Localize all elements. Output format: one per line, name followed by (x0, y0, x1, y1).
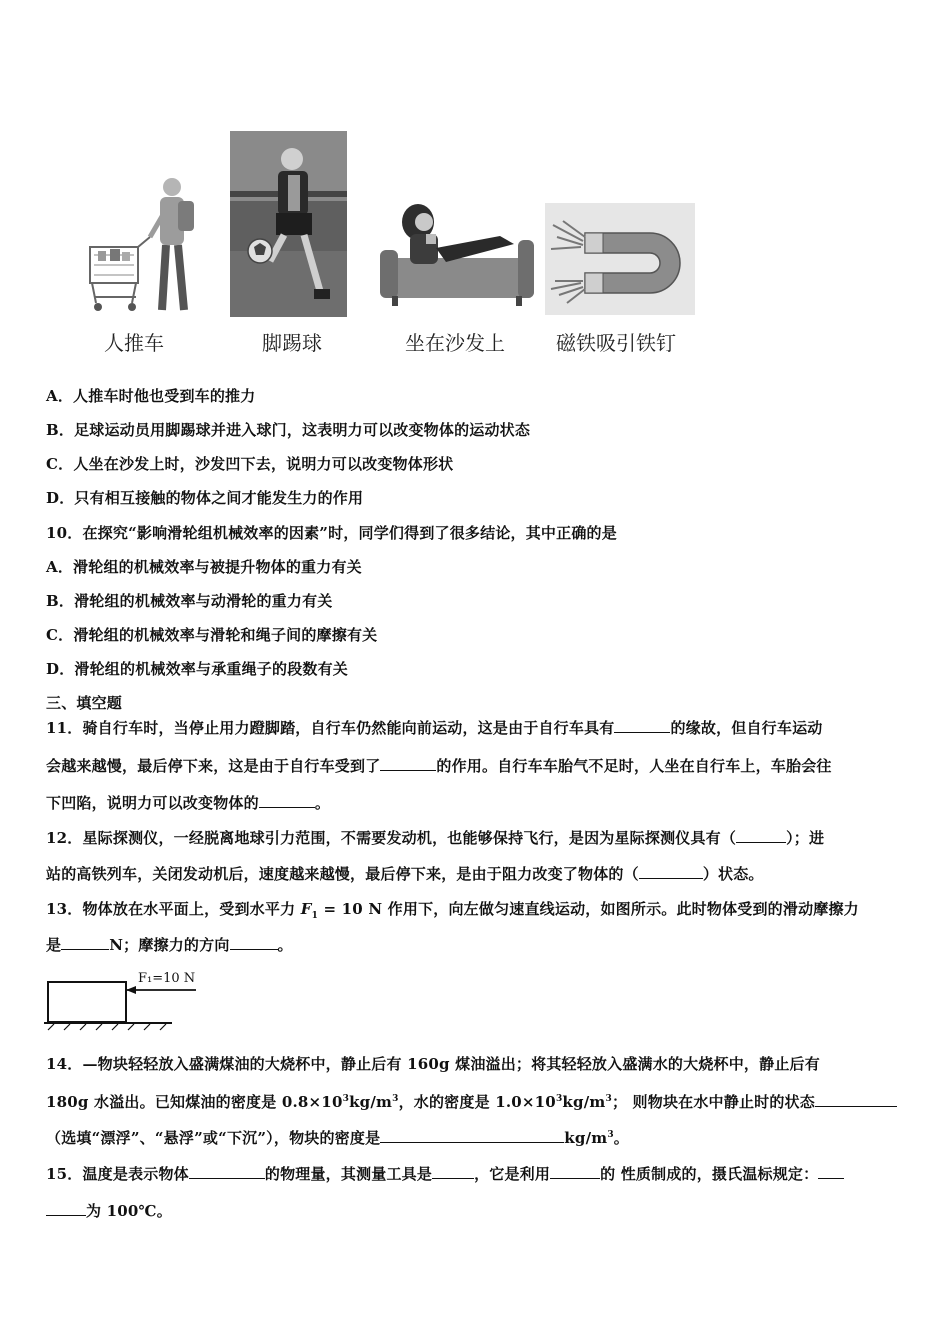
q14-exp: 3 (607, 1130, 614, 1140)
q11-blank-2[interactable] (380, 756, 436, 771)
figure-magnet-nails (545, 203, 695, 315)
q9-option-b: B．足球运动员用脚踢球并进入球门，这表明力可以改变物体的运动状态 (46, 421, 531, 439)
q13-line-2 (46, 934, 293, 955)
q14-line-2 (46, 1091, 897, 1112)
q15-text: ，它是利用 (474, 1165, 551, 1183)
q15-blank-3[interactable] (550, 1164, 600, 1179)
q11-text: 下凹陷，说明力可以改变物体的 (46, 794, 259, 812)
q14-text: kg/m (564, 1129, 608, 1147)
q11-text: 的缘故，但自行车运动 (670, 719, 823, 737)
caption-sit-sofa: 坐在沙发上 (405, 331, 505, 355)
caption-kick-ball: 脚踢球 (262, 331, 322, 355)
q11-text: 会越来越慢，最后停下来，这是由于自行车受到了 (46, 757, 381, 775)
q10-option-b: B．滑轮组的机械效率与动滑轮的重力有关 (46, 592, 333, 610)
q12-line-1 (46, 827, 824, 848)
q14-text: kg/m (349, 1093, 393, 1111)
q14-text: （选填“漂浮”、“悬浮”或“下沉”），物块的密度是 (46, 1129, 381, 1147)
figure-person-pushing-cart (80, 175, 200, 320)
q13-text: 13．物体放在水平面上，受到水平力 (46, 900, 301, 918)
q11-line-1 (46, 717, 823, 738)
q13-text: = 10 N 作用下，向左做匀速直线运动，如图所示。此时物体受到的滑动摩擦力 (318, 900, 859, 918)
q12-text: 12．星际探测仪，一经脱离地球引力范围，不需要发动机，也能够保持飞行，是因为星际探测仪具有（ (46, 829, 737, 847)
q13-blank-1[interactable] (61, 935, 109, 950)
q15-blank-1[interactable] (189, 1164, 265, 1179)
q14-exp: 3 (392, 1094, 399, 1104)
q15-text: 的 性质制成的，摄氏温标规定： (600, 1165, 819, 1183)
q11-blank-1[interactable] (614, 718, 670, 733)
q9-option-c: C．人坐在沙发上时，沙发凹下去，说明力可以改变物体形状 (46, 455, 454, 473)
q15-line-2 (46, 1200, 172, 1221)
q9-option-d: D．只有相互接触的物体之间才能发生力的作用 (46, 489, 364, 507)
q14-exp: 3 (555, 1094, 563, 1104)
q15-blank-4b[interactable] (46, 1201, 86, 1216)
q14-text: kg/m (562, 1093, 606, 1111)
q13-text: 。 (277, 936, 293, 954)
q14-blank-2[interactable] (380, 1128, 564, 1143)
q11-text: 11．骑自行车时，当停止用力蹬脚踏，自行车仍然能向前运动，这是由于自行车具有 (46, 719, 615, 737)
q14-exp: 3 (342, 1094, 350, 1104)
q13-force-label: F₁=10 N (138, 971, 196, 986)
q12-line-2 (46, 863, 764, 884)
q13-blank-2[interactable] (230, 935, 278, 950)
q15-text: 为 100℃。 (86, 1202, 172, 1220)
q11-line-2 (46, 755, 832, 776)
caption-push-cart: 人推车 (104, 331, 164, 355)
q14-text: ，水的密度是 1.0×10 (398, 1093, 556, 1111)
figure-sitting-on-sofa (380, 200, 535, 308)
q12-blank-1[interactable] (736, 828, 786, 843)
q11-blank-3[interactable] (259, 793, 315, 808)
caption-magnet-nails: 磁铁吸引铁钉 (556, 331, 676, 355)
q13-line-1 (46, 898, 859, 921)
q12-blank-2[interactable] (639, 864, 703, 879)
q15-line-1 (46, 1163, 844, 1184)
q10-stem: 10．在探究“影响滑轮组机械效率的因素”时，同学们得到了很多结论，其中正确的是 (46, 524, 617, 542)
q10-option-c: C．滑轮组的机械效率与滑轮和绳子间的摩擦有关 (46, 626, 378, 644)
q12-text: ）状态。 (702, 865, 764, 883)
q15-blank-4a[interactable] (818, 1164, 844, 1179)
q9-option-a: A．人推车时他也受到车的推力 (46, 387, 256, 405)
q10-option-a: A．滑轮组的机械效率与被提升物体的重力有关 (46, 558, 362, 576)
q14-exp: 3 (605, 1094, 612, 1104)
q15-blank-2[interactable] (432, 1164, 474, 1179)
section-title-fill-blank: 三、填空题 (46, 694, 123, 712)
q15-text: 15．温度是表示物体 (46, 1165, 189, 1183)
q10-option-d: D．滑轮组的机械效率与承重绳子的段数有关 (46, 660, 349, 678)
q15-text: 的物理量，其测量工具是 (264, 1165, 433, 1183)
figure-kicking-ball (230, 131, 347, 317)
q14-blank-1[interactable] (815, 1092, 897, 1107)
q11-text: 。 (314, 794, 331, 812)
q13-force-symbol: F (300, 900, 312, 918)
q13-text: N；摩擦力的方向 (109, 936, 230, 954)
q12-text: 站的高铁列车，关闭发动机后，速度越来越慢，最后停下来，是由于阻力改变了物体的（ (46, 865, 639, 883)
q12-text: ）；进 (786, 829, 825, 847)
q13-text: 是 (46, 936, 62, 954)
q13-force-diagram (44, 962, 204, 1032)
q11-text: 的作用。自行车车胎气不足时，人坐在自行车上，车胎会往 (436, 757, 832, 775)
q14-text: ； 则物块在水中静止时的状态 (611, 1093, 815, 1111)
q14-text: 180g 水溢出。已知煤油的密度是 0.8×10 (46, 1093, 343, 1111)
q14-line-1: 14．—物块轻轻放入盛满煤油的大烧杯中，静止后有 160g 煤油溢出；将其轻轻放入盛满水的大烧杯中，静止后有 (46, 1055, 820, 1073)
q14-text: 。 (613, 1129, 629, 1147)
q13-force-subscript: 1 (311, 911, 319, 921)
q11-line-3 (46, 792, 330, 813)
q14-line-3 (46, 1127, 629, 1148)
